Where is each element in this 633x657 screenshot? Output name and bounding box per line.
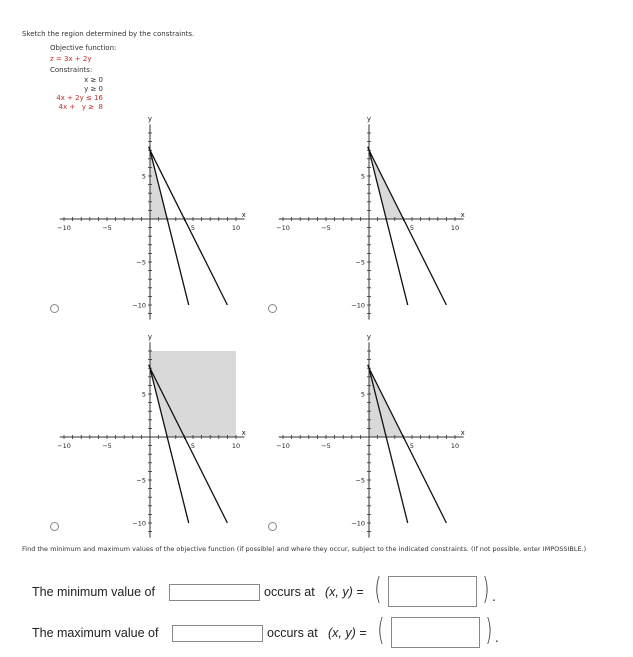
graph-b-x-axis-label: x [460,211,465,219]
graph-d-x-tick-label: −5 [321,442,331,450]
max-xy-label: (x, y) = [328,626,367,640]
graph-a-y-tick-label: 5 [141,172,146,181]
max-right-paren: ) [485,613,493,648]
graph-b-y-tick-label: −10 [351,301,365,310]
objective-label: Objective function: [50,44,117,52]
constraint-1: x ≥ 0 [84,76,103,84]
graph-a-x-tick-label: −5 [102,224,112,232]
constraint-3: 4x + 2y ≤ 16 [56,94,103,102]
graph-b-line-4x-2y-16 [369,150,446,305]
graph-d-line-4x-2y-16 [369,368,446,523]
max-occurs-label: occurs at [267,626,318,640]
choice-c-radio[interactable] [50,522,59,531]
graph-d-y-tick-label: 5 [360,390,365,399]
graph-a-y-tick-label: −5 [136,258,146,267]
graph-a-line-4x-2y-16 [150,150,227,305]
find-instruction: Find the minimum and maximum values of the objective function (if possible) and where they occur, subject to the indicated constraints. (If not possible, enter IMPOSSIBLE.) [22,545,587,553]
graph-d-x-axis-label: x [460,429,465,437]
graph-b-x-tick-label: 5 [409,224,415,232]
graph-a-x-tick-label: 5 [190,224,196,232]
choice-a-radio[interactable] [50,304,59,313]
graph-b-y-axis-label: y [366,114,372,123]
graph-c-y-tick-label: 5 [141,390,146,399]
graph-a-y-axis-label: y [147,114,153,123]
graph-a-line-4x-y-8 [150,150,189,305]
min-point-input[interactable] [388,576,477,607]
graph-d-line-4x-y-8 [369,368,408,523]
min-xy-label: (x, y) = [325,585,364,599]
min-right-paren: ) [482,572,490,607]
max-point-input[interactable] [391,617,480,648]
graph-d-x-tick-label: 10 [450,442,460,450]
max-period: . [495,631,499,645]
choice-b-radio[interactable] [268,304,277,313]
graph-c-x-tick-label: −5 [102,442,112,450]
constraint-4: 4x + y ≥ 8 [58,103,103,111]
choice-d-radio[interactable] [268,522,277,531]
graph-b-line-4x-y-8 [369,150,408,305]
graph-b-y-tick-label: 5 [360,172,365,181]
graph-a-x-axis-label: x [241,211,246,219]
graph-c-y-axis-label: y [147,332,153,341]
graph-a-x-tick-label: 10 [231,224,241,232]
min-occurs-label: occurs at [264,585,315,599]
graph-d-y-axis-label: y [366,332,372,341]
min-value-input[interactable] [169,584,260,601]
instruction-text: Sketch the region determined by the constraints. [22,30,195,38]
graph-d-y-tick-label: −10 [351,519,365,528]
constraint-2: y ≥ 0 [84,85,103,93]
graph-d-x-tick-label: −10 [276,442,290,450]
graph-c-y-tick-label: −5 [136,476,146,485]
objective-function: z = 3x + 2y [50,55,92,63]
graph-b-x-tick-label: −5 [321,224,331,232]
graph-c-x-axis-label: x [241,429,246,437]
graph-b-y-tick-label: −5 [355,258,365,267]
min-label: The minimum value of [32,585,155,599]
graph-d-y-tick-label: −5 [355,476,365,485]
graph-c-x-tick-label: 5 [190,442,196,450]
graph-b-x-tick-label: −10 [276,224,290,232]
graph-c-x-tick-label: 10 [231,442,241,450]
max-label: The maximum value of [32,626,159,640]
graph-d-x-tick-label: 5 [409,442,415,450]
min-left-paren: ( [374,572,382,607]
graph-a-x-tick-label: −10 [57,224,71,232]
max-left-paren: ( [377,613,385,648]
graph-c-x-tick-label: −10 [57,442,71,450]
graph-a-y-tick-label: −10 [132,301,146,310]
graph-c-y-tick-label: −10 [132,519,146,528]
constraints-label: Constraints: [50,66,93,74]
graph-b-x-tick-label: 10 [450,224,460,232]
min-period: . [492,590,496,604]
max-value-input[interactable] [172,625,263,642]
